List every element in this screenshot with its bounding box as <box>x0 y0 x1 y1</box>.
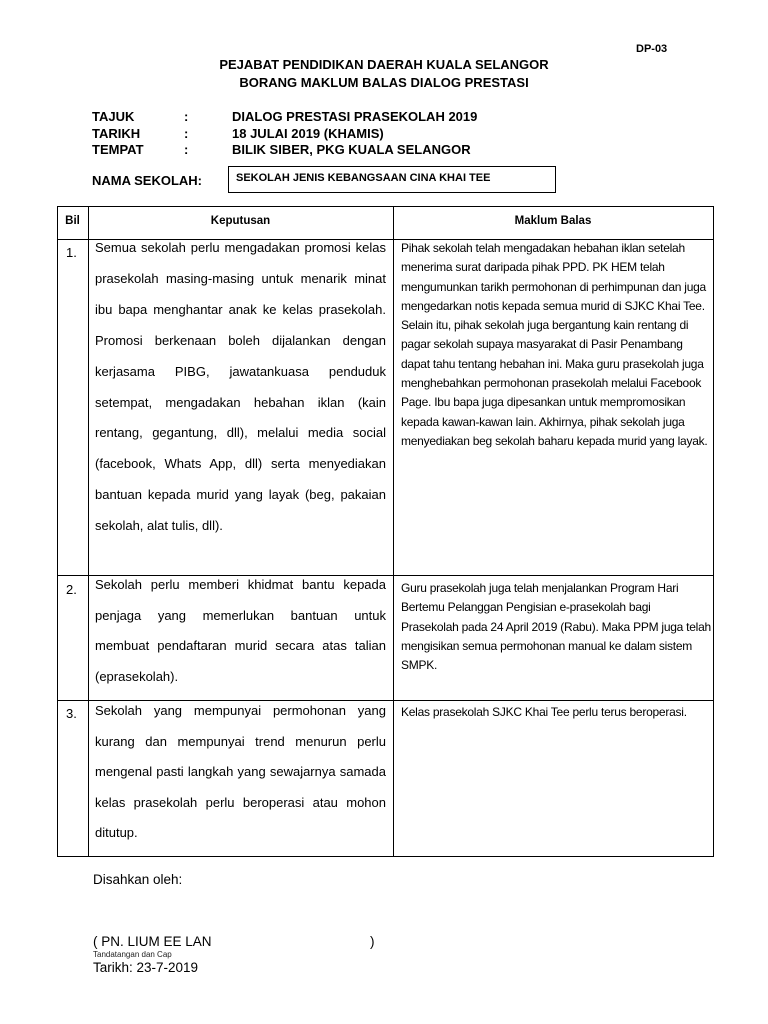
approval-date: Tarikh: 23-7-2019 <box>93 960 199 975</box>
maklum-balas-text: Guru prasekolah juga telah menjalankan Program Hari Bertemu Pelanggan Pengisian e-prasekolah bagi Prasekolah pada 24 April 2019 (Rabu). Maka PPM juga telah mengisikan semua permohonan manual ke dalam sistem SMPK. <box>401 581 711 673</box>
table-header-keputusan: Keputusan <box>210 215 271 227</box>
table-border-top <box>57 206 714 207</box>
table-border-bottom <box>57 856 714 857</box>
table-column-divider <box>88 206 89 857</box>
keputusan-text: Sekolah perlu memberi khidmat bantu kepada penjaga yang memerlukan bantuan untuk membuat pendaftaran murid secara atas talian (eprasekolah). <box>95 577 386 684</box>
school-name-label: NAMA SEKOLAH: <box>92 173 203 188</box>
meta-colon: : <box>184 142 189 157</box>
table-border-left <box>57 206 58 857</box>
meta-key-tajuk: TAJUK <box>92 109 135 124</box>
meta-value-tajuk: DIALOG PRESTASI PRASEKOLAH 2019 <box>232 109 478 124</box>
approver-name: ( PN. LIUM EE LAN <box>93 934 212 949</box>
maklum-balas-text: Pihak sekolah telah mengadakan hebahan iklan setelah menerima surat daripada pihak PPD. PK HEM telah mengumunkan tarikh permohonan di perhimpunan dan juga mengedarkan notis kepada semua murid di SJKC Khai Tee. Selain itu, pihak sekolah juga bergantung kain rentang di pagar sekolah supaya masyarakat di Pasir Penambang dapat tahu tentang hebahan ini. Maka guru prasekolah juga menghebahkan permohonan prasekolah melalui Facebook Page. Ibu bapa juga dipesankan untuk mempromosikan kepada kawan-kawan lain. Akhirnya, pihak sekolah juga menyediakan beg sekolah baharu kepada murid yang layak. <box>401 241 708 448</box>
meta-value-tarikh: 18 JULAI 2019 (KHAMIS) <box>232 126 384 141</box>
school-name-field: SEKOLAH JENIS KEBANGSAAN CINA KHAI TEE <box>228 166 556 193</box>
document-code: DP-03 <box>636 43 668 55</box>
table-border-right <box>713 206 714 857</box>
signature-caption: Tandatangan dan Cap <box>93 950 172 959</box>
row-number: 1. <box>66 245 77 260</box>
keputusan-text: Sekolah yang mempunyai permohonan yang kurang dan mempunyai trend menurun perlu mengenal pasti langkah yang sewajarnya samada kelas prasekolah perlu beroperasi atau mohon ditutup. <box>95 703 386 840</box>
row-number: 2. <box>66 582 77 597</box>
meta-colon: : <box>184 109 189 124</box>
keputusan-text: Semua sekolah perlu mengadakan promosi kelas prasekolah masing-masing untuk menarik minat ibu bapa menghantar anak ke kelas prasekolah. Promosi berkenaan boleh dijalankan dengan kerjasama PIBG, jawatankuasa penduduk setempat, mengadakan hebahan iklan (kain rentang, gegantung, dll), melalui media social (facebook, Whats App, dll) serta menyediakan bantuan kepada murid yang layak (beg, pakaian sekolah, alat tulis, dll). <box>95 240 386 534</box>
row-number: 3. <box>66 706 77 721</box>
form-title: BORANG MAKLUM BALAS DIALOG PRESTASI <box>239 75 529 90</box>
maklum-balas-text: Kelas prasekolah SJKC Khai Tee perlu terus beroperasi. <box>401 705 687 719</box>
approver-name-close: ) <box>370 934 375 949</box>
meta-key-tempat: TEMPAT <box>92 142 144 157</box>
table-header-bil: Bil <box>65 215 80 227</box>
meta-value-tempat: BILIK SIBER, PKG KUALA SELANGOR <box>232 142 471 157</box>
table-header-maklum-balas: Maklum Balas <box>514 215 592 227</box>
meta-colon: : <box>184 126 189 141</box>
approved-by-label: Disahkan oleh: <box>93 872 183 887</box>
meta-key-tarikh: TARIKH <box>92 126 141 141</box>
office-title: PEJABAT PENDIDIKAN DAERAH KUALA SELANGOR <box>219 57 549 72</box>
table-column-divider <box>393 206 394 857</box>
